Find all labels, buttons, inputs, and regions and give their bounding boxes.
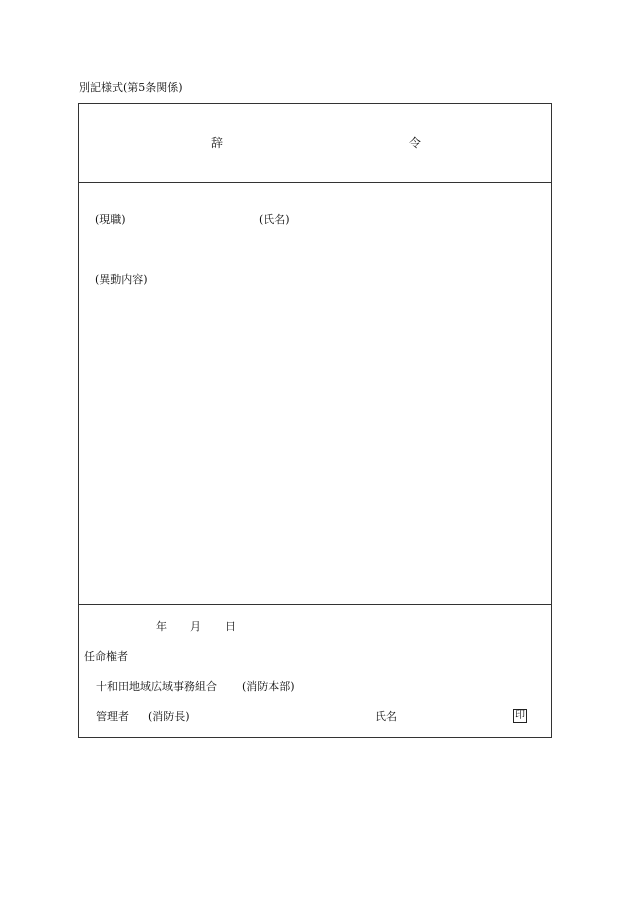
current-position-label: (現職) [95,213,126,226]
title-char-2: 令 [409,136,422,150]
name-label: (氏名) [259,213,290,226]
organization-dept: (消防本部) [242,680,295,693]
day-label: 日 [225,620,236,633]
appointing-authority-label: 任命権者 [84,650,128,663]
title-char-1: 辞 [211,136,224,150]
month-label: 月 [190,620,201,633]
form-reference-label: 別記様式(第5条関係) [79,81,183,94]
appointment-form [78,103,552,738]
administrator-label: 管理者 [96,710,129,723]
transfer-content-label: (異動内容) [95,273,148,286]
signer-name-label: 氏名 [375,710,397,723]
seal-icon: 印 [515,710,525,721]
title-divider [79,182,551,183]
organization-name: 十和田地域広域事務組合 [96,680,217,693]
year-label: 年 [156,620,167,633]
footer-divider [79,604,551,605]
administrator-title: (消防長) [148,710,190,723]
